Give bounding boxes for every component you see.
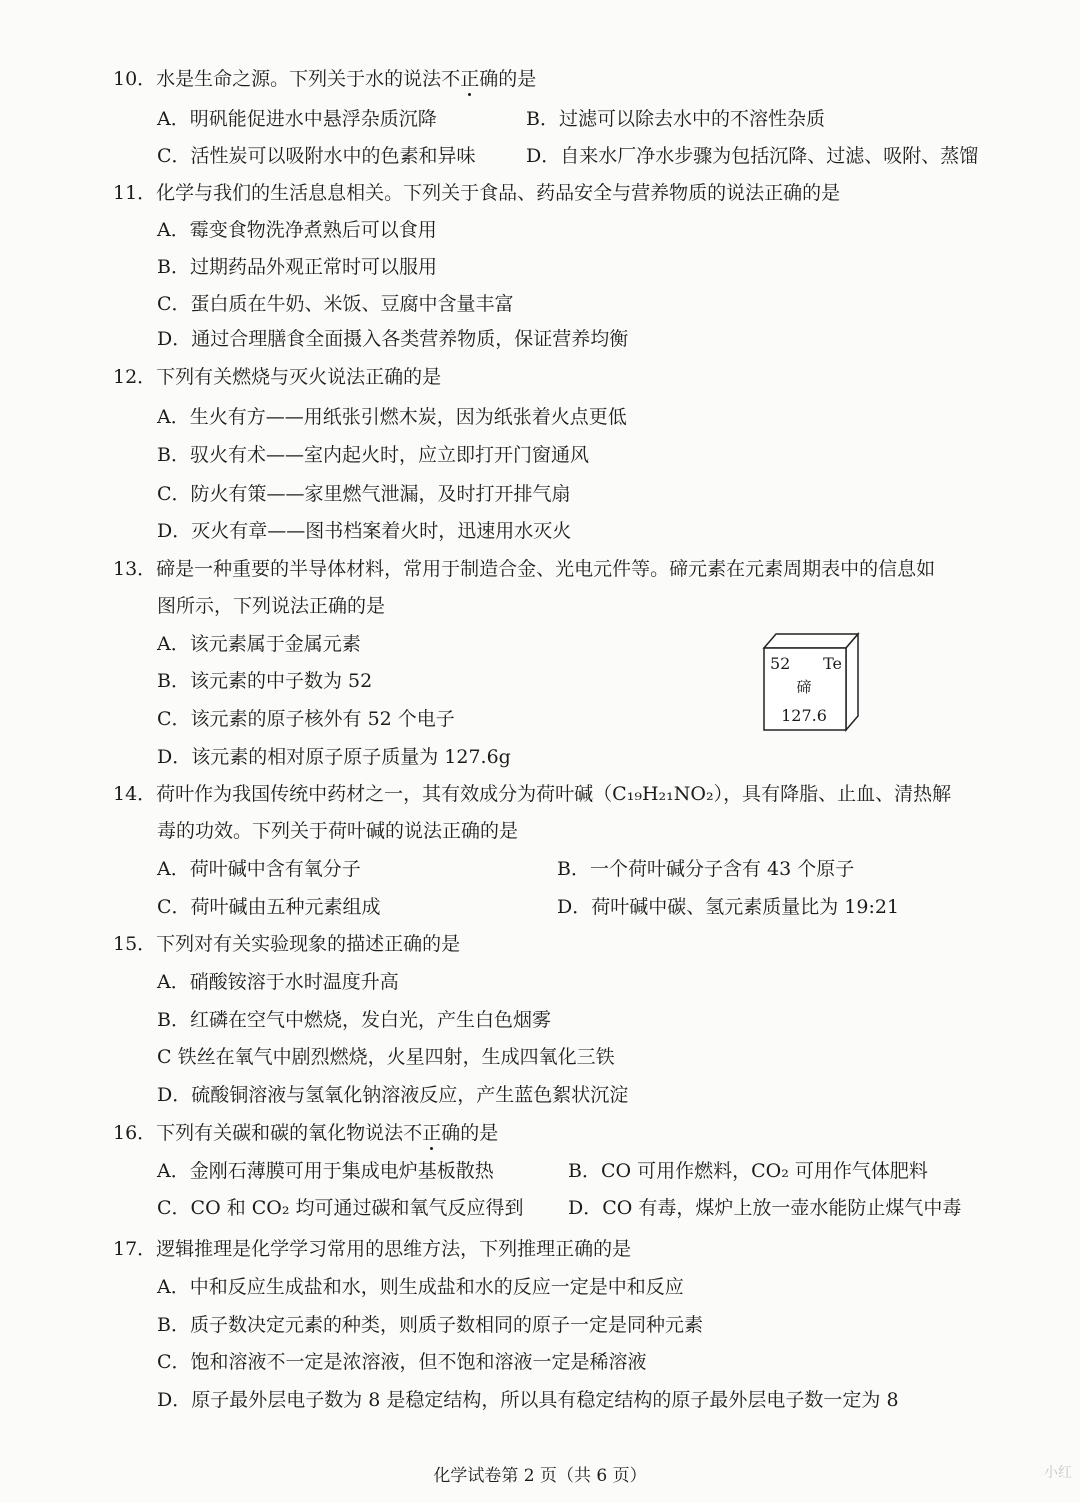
q16-option-c: C．CO 和 CO₂ 均可通过碳和氧气反应得到: [157, 1197, 524, 1219]
q16-option-b: B．CO 可用作燃料，CO₂ 可用作气体肥料: [568, 1160, 928, 1182]
q14-option-d: D．荷叶碱中碳、氢元素质量比为 19:21: [557, 896, 900, 918]
q13-option-d: D．该元素的相对原子原子质量为 127.6g: [157, 746, 511, 768]
q10-option-c: C．活性炭可以吸附水中的色素和异味: [157, 145, 476, 167]
q14-option-b: B．一个荷叶碱分子含有 43 个原子: [557, 858, 855, 880]
q12-stem: 12．下列有关燃烧与灭火说法正确的是: [113, 366, 442, 388]
q17-option-b: B．质子数决定元素的种类，则质子数相同的原子一定是同种元素: [157, 1314, 703, 1336]
q17-option-c: C．饱和溶液不一定是浓溶液，但不饱和溶液一定是稀溶液: [157, 1351, 647, 1373]
q12-option-c: C．防火有策——家里燃气泄漏，及时打开排气扇: [157, 483, 571, 505]
q13-option-a: A．该元素属于金属元素: [157, 633, 361, 655]
element-name: 碲: [796, 678, 812, 696]
element-atomic-number: 52: [770, 654, 791, 673]
q10-stem: 10．水是生命之源。下列关于水的说法不正确的是: [113, 68, 537, 90]
q11-option-d: D．通过合理膳食全面摄入各类营养物质，保证营养均衡: [157, 328, 629, 350]
q10-option-a: A．明矾能促进水中悬浮杂质沉降: [157, 108, 437, 130]
q14-stem-line1: 14．荷叶作为我国传统中药材之一，其有效成分为荷叶碱（C₁₉H₂₁NO₂），具有降脂、止血、清热解: [113, 783, 952, 805]
element-tile: [764, 648, 846, 730]
q16-option-d: D．CO 有毒，煤炉上放一壶水能防止煤气中毒: [568, 1197, 962, 1219]
q11-stem: 11．化学与我们的生活息息相关。下列关于食品、药品安全与营养物质的说法正确的是: [113, 182, 841, 204]
q17-option-a: A．中和反应生成盐和水，则生成盐和水的反应一定是中和反应: [157, 1276, 684, 1298]
watermark: 小红: [1044, 1465, 1072, 1481]
element-symbol: Te: [823, 654, 842, 673]
q12-option-b: B．驭火有术——室内起火时，应立即打开门窗通风: [157, 444, 589, 466]
q13-option-c: C．该元素的原子核外有 52 个电子: [157, 708, 455, 730]
q17-option-d: D．原子最外层电子数为 8 是稳定结构，所以具有稳定结构的原子最外层电子数一定为 8: [157, 1389, 899, 1411]
q13-stem-line2: 图所示，下列说法正确的是: [157, 595, 386, 617]
page-footer: 化学试卷第 2 页（共 6 页）: [433, 1466, 647, 1486]
q14-stem-line2: 毒的功效。下列关于荷叶碱的说法正确的是: [157, 820, 519, 842]
q12-option-a: A．生火有方——用纸张引燃木炭，因为纸张着火点更低: [157, 406, 627, 428]
q12-option-d: D．灭火有章——图书档案着火时，迅速用水灭火: [157, 520, 572, 542]
q15-option-c: C 铁丝在氧气中剧烈燃烧，火星四射，生成四氧化三铁: [157, 1046, 615, 1068]
element-atomic-mass: 127.6: [781, 706, 827, 725]
q16-emphasis: 不正确: [403, 1122, 461, 1144]
q10-option-b: B．过滤可以除去水中的不溶性杂质: [526, 108, 825, 130]
q15-option-b: B．红磷在空气中燃烧，发白光，产生白色烟雾: [157, 1009, 551, 1031]
q11-option-c: C．蛋白质在牛奶、米饭、豆腐中含量丰富: [157, 293, 514, 315]
q11-option-b: B．过期药品外观正常时可以服用: [157, 256, 437, 278]
q16-option-a: A．金刚石薄膜可用于集成电炉基板散热: [157, 1160, 494, 1182]
q10-emphasis: 不正确: [441, 68, 499, 90]
q13-option-b: B．该元素的中子数为 52: [157, 670, 373, 692]
q15-option-d: D．硫酸铜溶液与氢氧化钠溶液反应，产生蓝色絮状沉淀: [157, 1084, 629, 1106]
q13-stem-line1: 13．碲是一种重要的半导体材料，常用于制造合金、光电元件等。碲元素在元素周期表中的信息如: [113, 558, 936, 580]
q16-stem: 16．下列有关碳和碳的氧化物说法不正确的是: [113, 1122, 499, 1144]
q17-stem: 17．逻辑推理是化学学习常用的思维方法，下列推理正确的是: [113, 1238, 632, 1260]
q10-option-d: D．自来水厂净水步骤为包括沉降、过滤、吸附、蒸馏: [526, 145, 979, 167]
q14-option-c: C．荷叶碱由五种元素组成: [157, 896, 381, 918]
q11-option-a: A．霉变食物洗净煮熟后可以食用: [157, 219, 437, 241]
q15-option-a: A．硝酸铵溶于水时温度升高: [157, 971, 399, 993]
q15-stem: 15．下列对有关实验现象的描述正确的是: [113, 933, 461, 955]
q14-option-a: A．荷叶碱中含有氧分子: [157, 858, 361, 880]
